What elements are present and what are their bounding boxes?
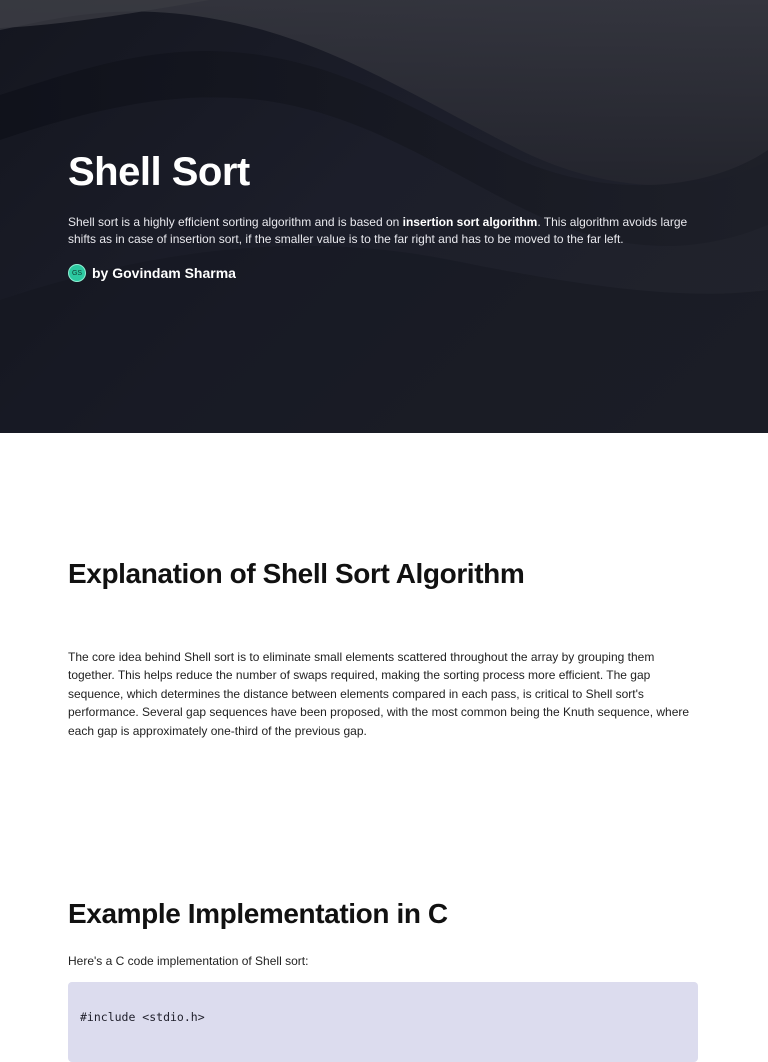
hero-description-text: Shell sort is a highly efficient sorting algorithm and is based on — [68, 215, 403, 229]
code-block[interactable] — [68, 982, 698, 1062]
hero-banner — [0, 0, 768, 433]
hero-description-text-end: . This algorithm avoids large shifts as in case of insertion sort, if the smaller value is to the far right and has to be moved to the far left. — [68, 215, 688, 246]
page-title: Shell Sort — [68, 150, 250, 194]
example-section — [68, 896, 698, 932]
section-heading-explanation: Explanation of Shell Sort Algorithm — [68, 558, 525, 589]
hero-description-bold: insertion sort algorithm — [402, 215, 538, 229]
author-byline — [68, 264, 688, 282]
author-name: by Govindam Sharma — [92, 265, 236, 281]
avatar[interactable]: GS — [68, 264, 86, 282]
explanation-paragraph: The core idea behind Shell sort is to eliminate small elements scattered throughout the array by grouping them together. This helps reduce the number of swaps required, making the sorting process more efficient. The gap sequence, which determines the distance between elements compared in each pass, is critical to Shell sort's performance. Several gap sequences have been proposed, with the most common being the Knuth sequence, where each gap is approximately one-third of the previous gap. — [68, 650, 690, 738]
explanation-section — [68, 556, 698, 592]
example-intro: Here's a C code implementation of Shell sort: — [68, 954, 309, 968]
section-heading-example: Example Implementation in C — [68, 898, 448, 929]
hero-description — [68, 214, 688, 248]
code-line: #include <stdio.h> — [80, 1010, 205, 1024]
explanation-body-container — [68, 648, 698, 740]
hero-content — [68, 146, 688, 282]
example-intro-container — [68, 952, 698, 970]
